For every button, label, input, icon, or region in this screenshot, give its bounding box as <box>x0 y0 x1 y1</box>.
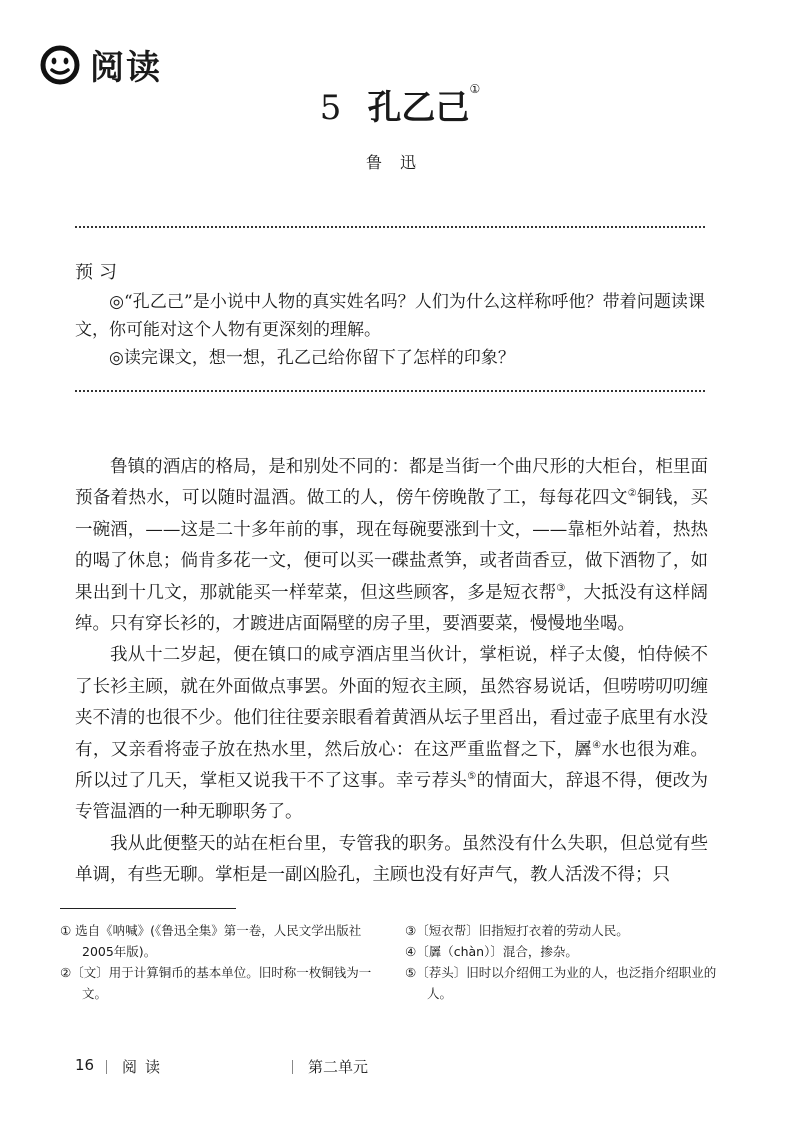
lesson-title-text: 孔乙己 <box>367 88 470 128</box>
paragraph-text: 的情面大，辞退不得，便改为专管温酒的一种无聊职务了。 <box>75 771 708 823</box>
author: 鲁迅 <box>365 153 434 172</box>
footnote-marker: ② <box>627 488 638 500</box>
footnote: ⑤〔荐头〕旧时以介绍佣工为业的人，也泛指介绍职业的人。 <box>405 965 717 1001</box>
footnote: ③〔短衣帮〕旧指短打衣着的劳动人民。 <box>405 923 629 938</box>
section-title: 阅读 <box>90 48 162 88</box>
footnote: ④〔羼（chàn）〕混合，掺杂。 <box>405 944 578 959</box>
paragraph <box>75 640 708 828</box>
footer-separator <box>106 1060 107 1074</box>
divider <box>75 226 705 228</box>
footnote: ① 选自《呐喊》(《鲁迅全集》第一卷，人民文学出版社2005年版)。 <box>60 923 362 959</box>
preview-item-text: ◎“孔乙己”是小说中人物的真实姓名吗？人们为什么这样称呼他？带着问题读课文，你可能对这个人物有更深刻的理解。 <box>75 292 705 340</box>
footer-unit: 第二单元 <box>308 1058 369 1076</box>
preview-item-text: ◎读完课文，想一想，孔乙己给你留下了怎样的印象？ <box>109 348 515 368</box>
footnote-marker: ③ <box>556 582 566 594</box>
body-text <box>75 452 708 892</box>
preview-heading: 预习 <box>75 262 123 283</box>
paragraph: 我从此便整天的站在柜台里，专管我的职务。虽然没有什么失职，但总觉有些单调，有些无聊。掌柜是一副凶脸孔，主顾也没有好声气，教人活泼不得；只 <box>75 833 708 886</box>
preview-item <box>75 344 705 372</box>
footnote-rule <box>60 908 236 909</box>
paragraph-text: ，大抵没有这样阔绰。只有穿长衫的，才踱进店面隔壁的房子里，要酒要菜，慢慢地坐喝。 <box>75 582 709 635</box>
paragraph <box>75 452 708 640</box>
divider <box>75 390 705 392</box>
footnote-marker: ① <box>469 82 481 96</box>
footnote-marker: ④ <box>592 739 602 751</box>
page-number: 16 <box>75 1056 95 1074</box>
paragraph-text: 我从十二岁起，便在镇口的咸亨酒店里当伙计，掌柜说，样子太傻，怕侍候不了长衫主顾，就在外面做点事罢。外面的短衣主顾，虽然容易说话，但唠唠叨叨缠夹不清的也很不少。他们往往要亲眼看着黄酒从坛子里舀出，看过壶子底里有水没有，又亲看将壶子放在热水里，然后放心：在这严重监督之下，羼 <box>75 645 708 760</box>
paragraph-text: 鲁镇的酒店的格局，是和别处不同的：都是当街一个曲尺形的大柜台，柜里面预备着热水，可以随时温酒。做工的人，傍午傍晚散了工，每每花四文 <box>75 457 708 509</box>
footnote-marker: ⑤ <box>467 771 477 783</box>
footer-section: 阅读 <box>122 1058 169 1076</box>
lesson-number: 5 <box>319 88 342 128</box>
footnotes-left <box>60 920 390 1004</box>
paragraph-text: 铜钱，买一碗酒，——这是二十多年前的事，现在每碗要涨到十文，——靠柜外站着，热热的喝了休息；倘肯多花一文，便可以买一碟盐煮笋，或者茴香豆，做下酒物了，如果出到十几文，那就能买一样荤菜，但这些顾客，多是短衣帮 <box>75 488 709 603</box>
smiley-icon <box>40 45 80 85</box>
lesson-title <box>0 80 800 129</box>
footer-separator <box>292 1060 293 1074</box>
footnote: ②〔文〕用于计算铜币的基本单位。旧时称一枚铜钱为一文。 <box>60 965 372 1001</box>
preview-item <box>75 288 705 344</box>
paragraph-text: 水也很为难。所以过了几天，掌柜又说我干不了这事。幸亏荐头 <box>75 739 709 792</box>
footnotes-right <box>405 920 735 1004</box>
